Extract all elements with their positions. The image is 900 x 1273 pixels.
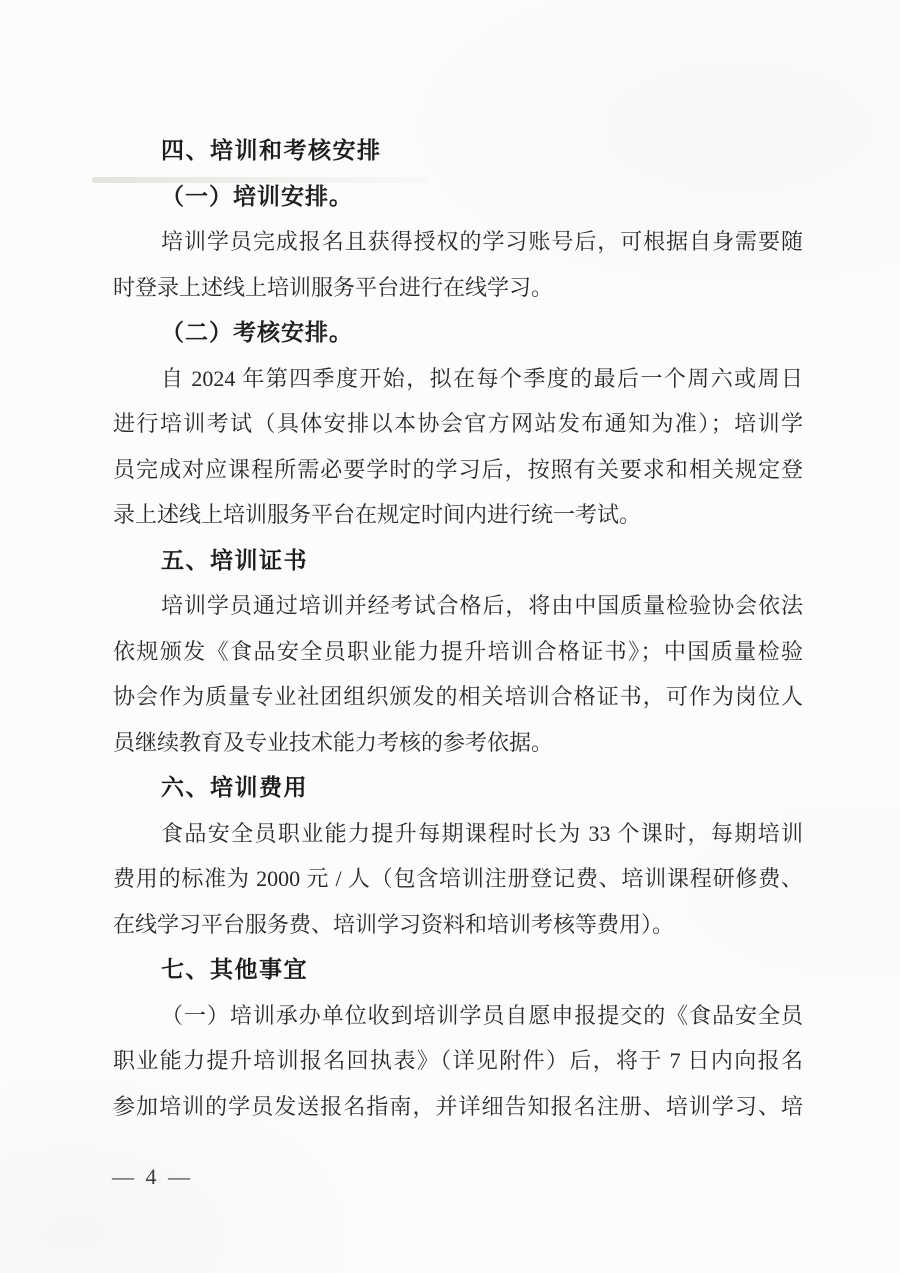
paragraph-line: 依规颁发《食品安全员职业能力提升培训合格证书》；中国质量检验: [113, 638, 803, 664]
paragraph-line: （一）培训承办单位收到培训学员自愿申报提交的《食品安全员: [161, 1002, 803, 1028]
paragraph-line: 时登录上述线上培训服务平台进行在线学习。: [113, 274, 554, 300]
paragraph-line: 食品安全员职业能力提升每期课程时长为 33 个课时，每期培训: [161, 820, 803, 846]
section-heading: 四、培训和考核安排: [161, 137, 382, 163]
document-content: [113, 128, 803, 1129]
paragraph-line: 费用的标准为 2000 元 / 人（包含培训注册登记费、培训课程研修费、: [113, 866, 803, 891]
paragraph-line: 录上述线上培训服务平台在规定时间内进行统一考试。: [113, 502, 642, 527]
paragraph-line: 培训学员通过培训并经考试合格后，将由中国质量检验协会依法: [161, 593, 803, 618]
subsection-heading: （二）考核安排。: [161, 320, 353, 345]
subsection-heading: （一）培训安排。: [161, 183, 353, 209]
paragraph-line: 职业能力提升培训报名回执表》（详见附件）后，将于 7 日内向报名: [113, 1048, 803, 1073]
paragraph-line: 培训学员完成报名且获得授权的学习账号后，可根据自身需要随: [161, 229, 803, 254]
paragraph-line: 员完成对应课程所需必要学时的学习后，按照有关要求和相关规定登: [113, 456, 803, 482]
page-number-footer: — 4 —: [112, 1164, 193, 1189]
section-heading: 七、其他事宜: [161, 956, 308, 982]
paragraph-line: 在线学习平台服务费、培训学习资料和培训考核等费用）。: [113, 911, 675, 937]
paragraph-line: 自 2024 年第四季度开始，拟在每个季度的最后一个周六或周日: [161, 365, 803, 391]
paragraph-line: 参加培训的学员发送报名指南，并详细告知报名注册、培训学习、培: [113, 1093, 803, 1119]
paragraph-line: 员继续教育及专业技术能力考核的参考依据。: [113, 729, 554, 755]
paragraph-line: 协会作为质量专业社团组织颁发的相关培训合格证书，可作为岗位人: [113, 684, 803, 709]
paragraph-line: 进行培训考试（具体安排以本协会官方网站发布通知为准）；培训学: [113, 411, 803, 436]
section-heading: 五、培训证书: [161, 546, 308, 573]
section-heading: 六、培训费用: [161, 774, 308, 800]
